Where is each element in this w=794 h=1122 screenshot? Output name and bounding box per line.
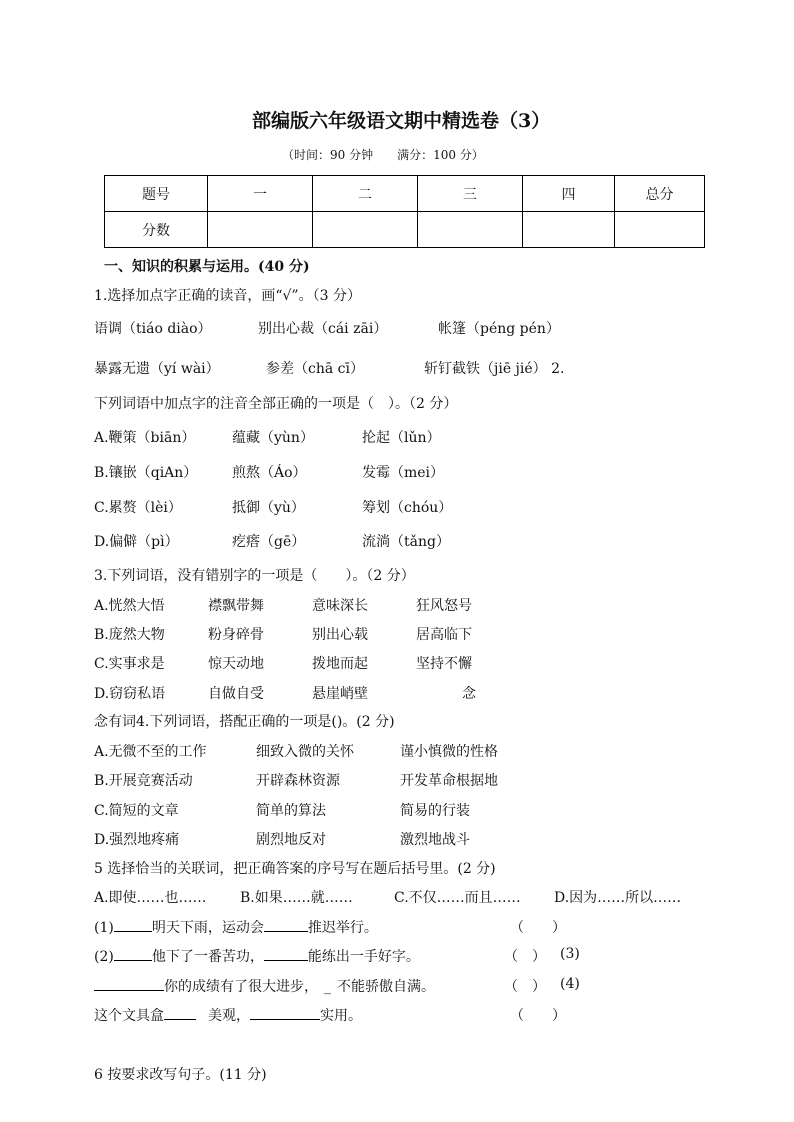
- answer-blank[interactable]: [94, 976, 164, 991]
- table-row: [105, 212, 705, 248]
- answer-blank[interactable]: [164, 1005, 196, 1020]
- option-item: A.恍然大悟: [94, 598, 165, 614]
- score-input-cell[interactable]: [523, 212, 615, 248]
- option-item: 流淌（tǎng）: [362, 534, 450, 550]
- score-input-cell[interactable]: [418, 212, 523, 248]
- option-item: 别出心载: [312, 627, 368, 643]
- pinyin-item: 参差（chā cī）: [266, 361, 364, 377]
- table-cell: 分数: [105, 212, 208, 248]
- option-item: 粉身碎骨: [208, 627, 264, 643]
- option-item: 激烈地战斗: [400, 832, 470, 848]
- score-input-cell[interactable]: [615, 212, 705, 248]
- option-item: 襟飘带舞: [208, 598, 264, 614]
- choice-item: B.如果……就……: [240, 890, 353, 906]
- table-cell: 二: [313, 176, 418, 212]
- choice-item: D.因为……所以……: [554, 890, 682, 906]
- pinyin-item: 斩钉截铁（jiē jié） 2.: [424, 361, 565, 377]
- option-item: 狂风怒号: [416, 598, 472, 614]
- option-item: D.偏僻（pì）: [94, 534, 179, 550]
- pinyin-item: 语调（tiáo diào）: [94, 321, 212, 337]
- section-heading: 一、知识的积累与运用。(40 分): [104, 259, 310, 275]
- score-input-cell[interactable]: [313, 212, 418, 248]
- option-item: 细致入微的关怀: [256, 744, 354, 760]
- answer-bracket[interactable]: （ ）: [510, 920, 566, 936]
- sentence-4: [94, 1005, 362, 1025]
- option-item: D.强烈地疼痛: [94, 832, 180, 848]
- sentence-text: 明天下雨，运动会: [151, 920, 264, 936]
- option-item: 疙瘩（gē）: [232, 534, 306, 550]
- sentence-number: (1): [94, 920, 114, 936]
- sentence-text: 这个文具盒: [94, 1008, 164, 1024]
- table-cell: 一: [208, 176, 313, 212]
- table-cell: 题号: [105, 176, 208, 212]
- option-item: 蕴藏（yùn）: [232, 430, 314, 446]
- exam-subtitle: （时间：90 分钟 满分：100 分）: [282, 148, 484, 162]
- question-stem: 6 按要求改写句子。(11 分): [94, 1067, 267, 1083]
- pinyin-item: 暴露无遗（yí wài）: [94, 361, 220, 377]
- sentence-number: (4): [560, 976, 580, 992]
- table-cell: 三: [418, 176, 523, 212]
- option-item: 简易的行装: [400, 803, 470, 819]
- option-item: 意味深长: [312, 598, 368, 614]
- answer-blank[interactable]: [264, 946, 308, 961]
- option-item: 坚持不懈: [416, 656, 472, 672]
- option-item: 谨小慎微的性格: [400, 744, 498, 760]
- option-item: A.鞭策（biān）: [94, 430, 196, 446]
- sentence-number: (3): [560, 946, 580, 962]
- option-item: C.实事求是: [94, 656, 165, 672]
- table-cell: 四: [523, 176, 615, 212]
- option-item: 抵御（yù）: [232, 500, 305, 516]
- sentence-text: 你的成绩有了很大进步，: [164, 979, 318, 995]
- option-item: 念: [462, 686, 476, 702]
- option-item: 自做自受: [208, 686, 264, 702]
- option-item: C.简短的文章: [94, 803, 179, 819]
- option-item: 发霉（mei）: [362, 465, 445, 481]
- question-stem: 下列词语中加点字的注音全部正确的一项是（ ）。（2 分）: [94, 396, 458, 412]
- option-item: 筹划（chóu）: [362, 500, 453, 516]
- answer-bracket[interactable]: （ ）: [510, 1008, 566, 1024]
- question-stem: 1.选择加点字正确的读音，画“√”。（3 分）: [94, 288, 361, 304]
- sentence-2: [94, 946, 420, 966]
- option-item: 悬崖峭壁: [312, 686, 368, 702]
- option-item: 开辟森林资源: [256, 773, 340, 789]
- option-item: B.开展竞赛活动: [94, 773, 193, 789]
- option-item: B.镶嵌（qiAn）: [94, 465, 198, 481]
- table-cell: 总分: [615, 176, 705, 212]
- sentence-text: 推迟举行。: [307, 920, 378, 936]
- answer-blank[interactable]: [250, 1005, 320, 1020]
- sentence-number: (2): [94, 949, 114, 965]
- answer-bracket[interactable]: （ ）: [504, 949, 546, 965]
- choice-item: A.即使……也……: [94, 890, 207, 906]
- choice-item: C.不仅……而且……: [394, 890, 521, 906]
- sentence-text: 他下了一番苦功，: [151, 949, 264, 965]
- option-item: A.无微不至的工作: [94, 744, 207, 760]
- option-item: 开发革命根据地: [400, 773, 498, 789]
- sentence-text: 能练出一手好字。: [307, 949, 420, 965]
- question-stem: 5 选择恰当的关联词，把正确答案的序号写在题后括号里。(2 分): [94, 861, 496, 877]
- question-stem: 3.下列词语，没有错别字的一项是（ ）。（2 分）: [94, 568, 415, 584]
- sentence-3: [94, 976, 435, 996]
- score-table: [104, 175, 705, 248]
- score-input-cell[interactable]: [208, 212, 313, 248]
- page-title: 部编版六年级语文期中精选卷（3）: [252, 110, 551, 132]
- sentence-text: 实用。: [320, 1008, 362, 1024]
- answer-blank[interactable]: [264, 917, 308, 932]
- sentence-text: 美观，: [208, 1008, 250, 1024]
- option-item: 惊天动地: [208, 656, 264, 672]
- answer-blank[interactable]: [114, 946, 152, 961]
- table-row: [105, 176, 705, 212]
- option-item: 简单的算法: [256, 803, 326, 819]
- option-item: C.累赘（lèi）: [94, 500, 182, 516]
- sentence-1: [94, 917, 378, 937]
- option-item: 煎熬（Áo）: [232, 465, 307, 481]
- option-item: 居高临下: [416, 627, 472, 643]
- answer-bracket[interactable]: （ ）: [504, 979, 546, 995]
- option-item: 剧烈地反对: [256, 832, 326, 848]
- option-item: 抡起（lǔn）: [362, 430, 441, 446]
- pinyin-item: 别出心裁（cái zāi）: [258, 321, 388, 337]
- option-item: B.庞然大物: [94, 627, 165, 643]
- sentence-text: 不能骄傲自满。: [337, 979, 435, 995]
- pinyin-item: 帐篷（péng pén）: [438, 321, 560, 337]
- answer-blank[interactable]: [114, 917, 152, 932]
- question-stem: 念有词4.下列词语，搭配正确的一项是()。(2 分): [94, 714, 395, 730]
- answer-blank[interactable]: _: [324, 979, 331, 995]
- option-item: 拨地而起: [312, 656, 368, 672]
- option-item: D.窃窃私语: [94, 686, 166, 702]
